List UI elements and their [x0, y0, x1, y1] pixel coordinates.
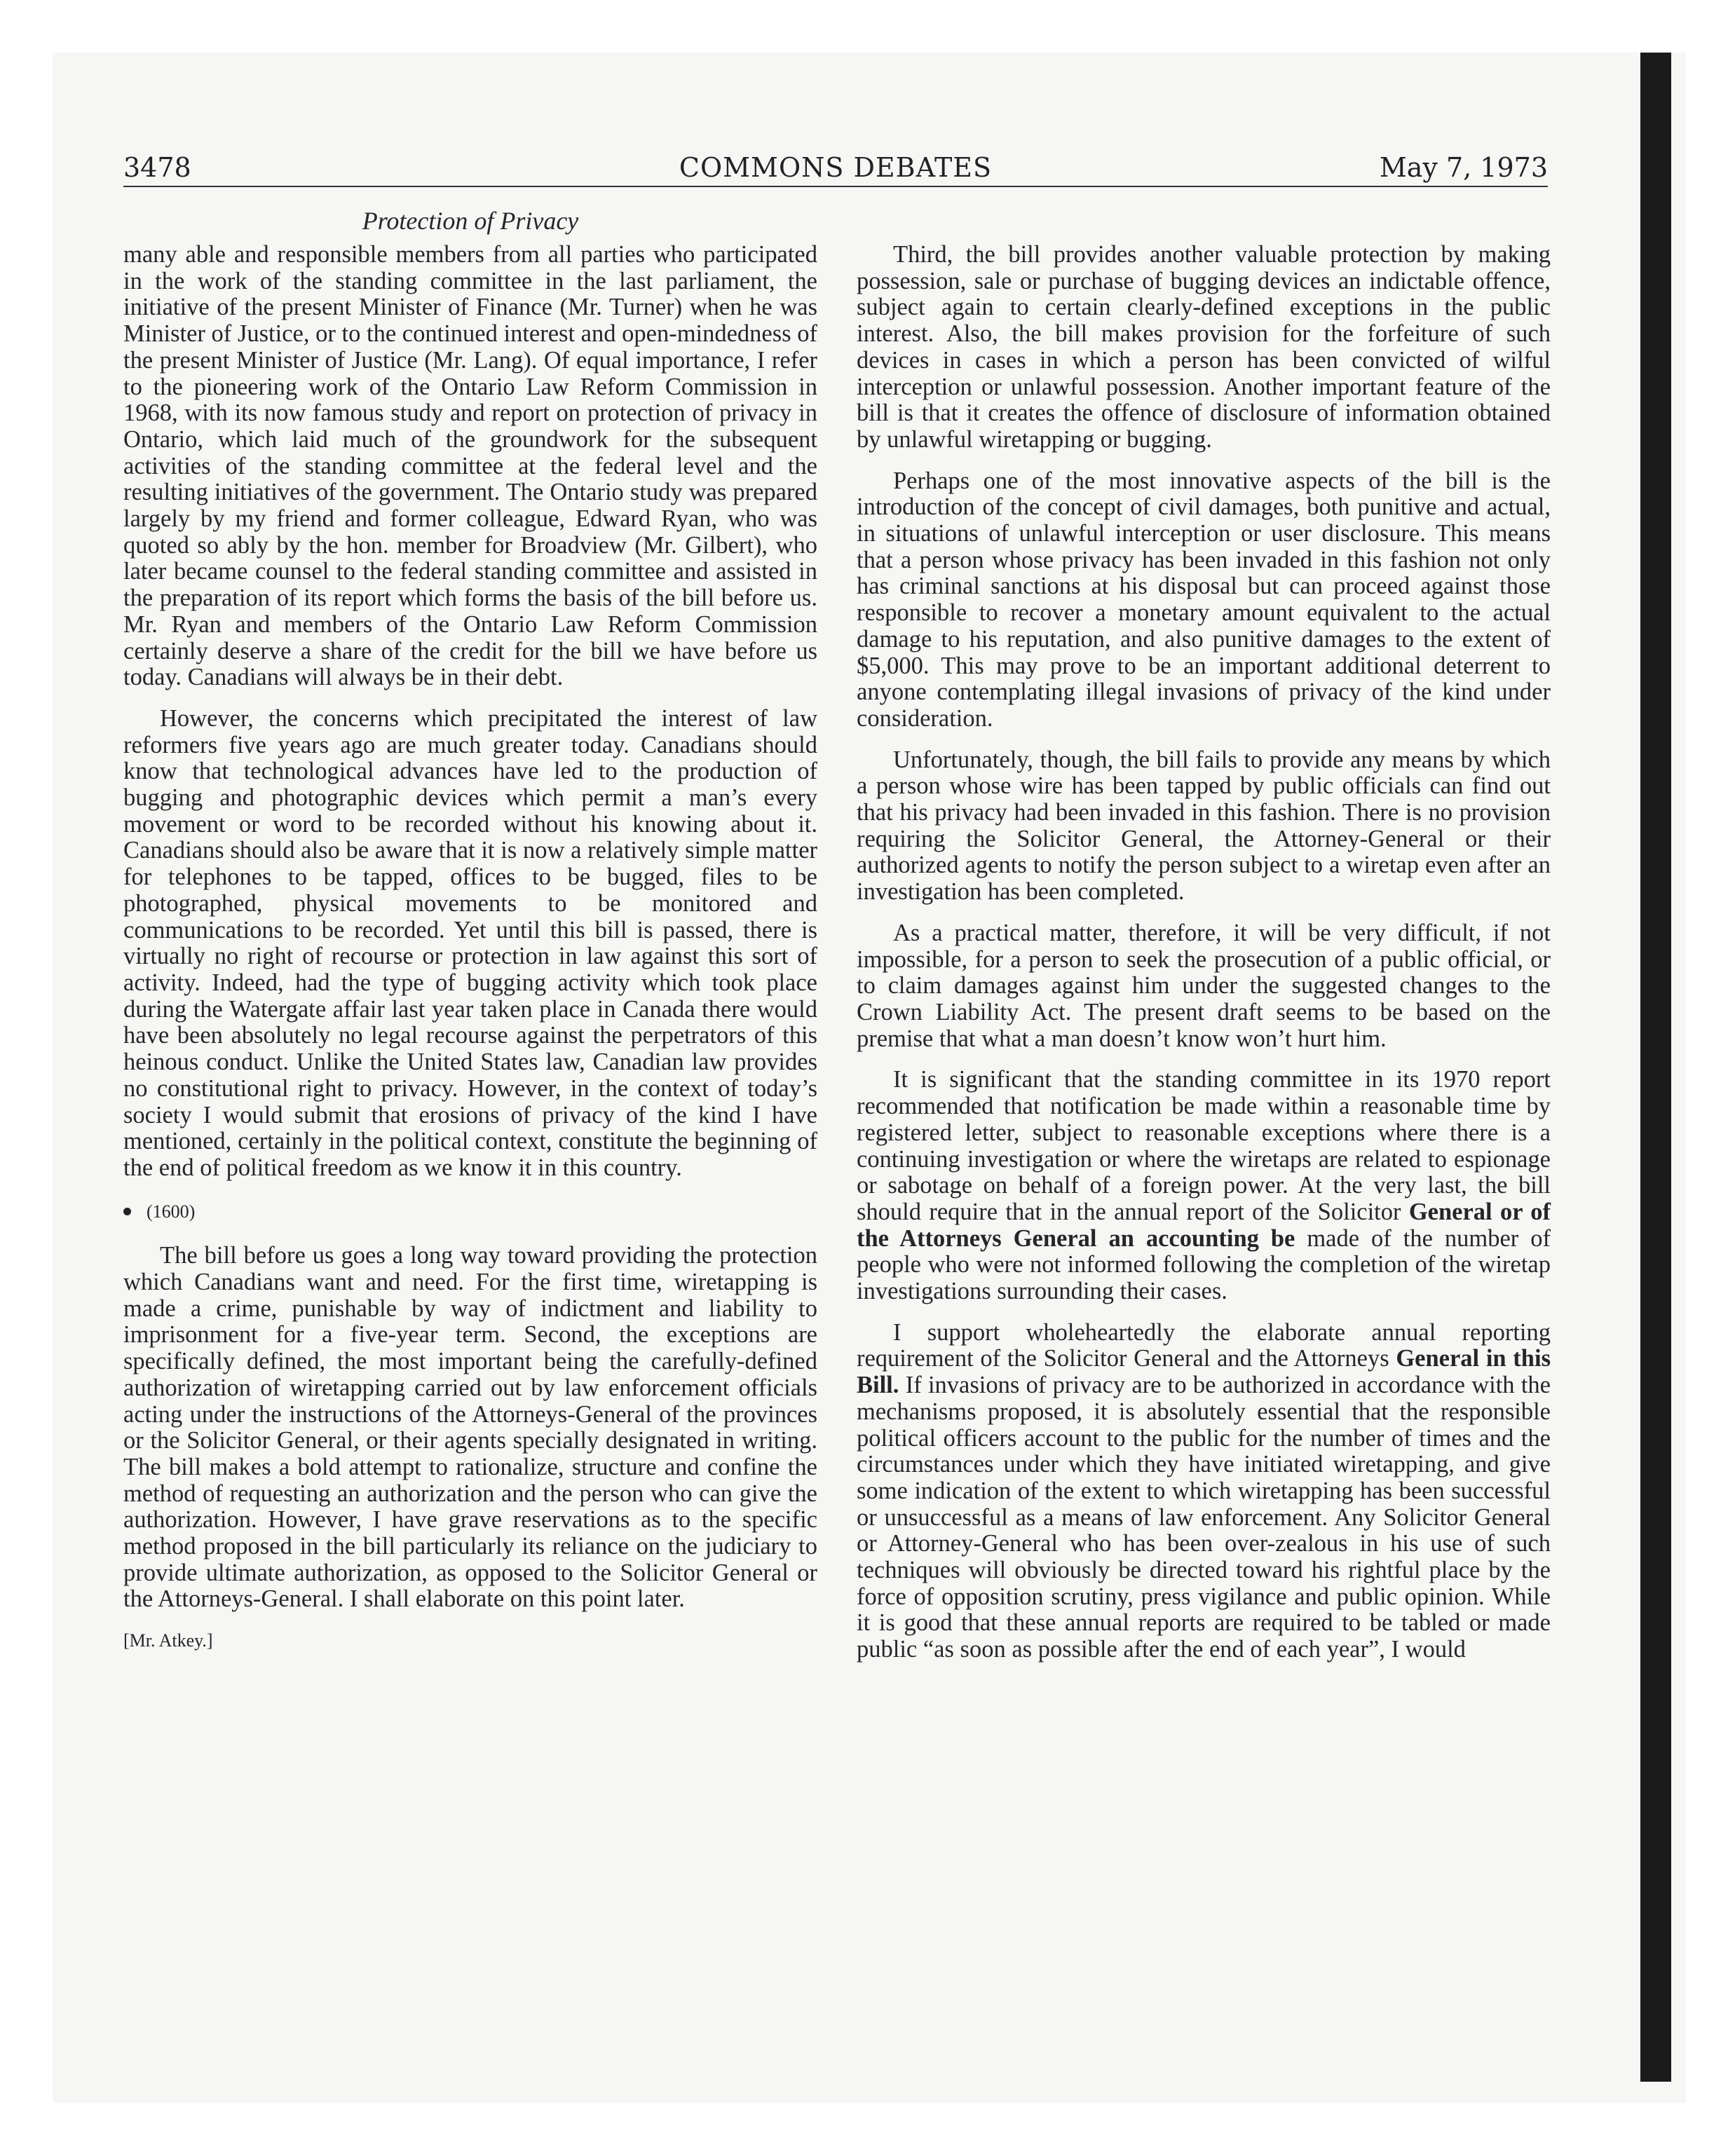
paragraph-text: made of the number of people who were not informed following the completion of the wiretap investigations surrounding their cases.: [857, 1224, 1551, 1305]
paragraph: Third, the bill provides another valuable protection by making possession, sale or purchase of bugging devices an indictable offence, subject again to certain clearly-defined exceptions in the public interest. Also, the bill makes provision for the forfeiture of such devices in cases in which a person has been convicted of wilful interception or unlawful possession. Another important feature of the bill is that it creates the offence of disclosure of information obtained by unlawful wiretapping or bugging.: [857, 241, 1551, 453]
publication-date: May 7, 1973: [1379, 152, 1548, 183]
paragraph: [857, 1320, 1551, 1663]
paragraph: However, the concerns which precipitated the interest of law reformers five years ago are much greater today. Canadians should know that technological advances have led to the production of bugging and photographic devices which permit a man’s every movement or word to be recorded without his knowing about it. Canadians should also be aware that it is now a relatively simple matter for telephones to be tapped, offices to be bugged, files to be photographed, physical movements to be monitored and communications to be recorded. Yet until this bill is passed, there is virtually no right of recourse or protection in law against this sort of activity. Indeed, had the type of bugging activity which took place during the Watergate affair last year taken place in Canada there would have been absolutely no legal recourse against the perpetrators of this heinous conduct. Unlike the United States law, Canadian law provides no constitutional right to privacy. However, in the context of today’s society I would submit that erosions of privacy of the kind I have mentioned, certainly in the political context, constitute the beginning of the end of political freedom as we know it in this country.: [123, 704, 817, 1181]
time-marker-label: (1600): [147, 1201, 196, 1222]
emphasized-text: General in this Bill.: [857, 1345, 1551, 1399]
paragraph: The bill before us goes a long way toward providing the protection which Canadians want and need. For the first time, wiretapping is made a crime, punishable by way of indictment and liability to imprisonment for a five-year term. Second, the exceptions are specifically defined, the most important being the carefully-defined authorization of wiretapping carried out by law enforcement officials acting under the instructions of the Attorneys-General of the provinces or the Solicitor General, or their agents specially designated in writing. The bill makes a bold attempt to rationalize, structure and confine the method of requesting an authorization and the person who can give the authorization. However, I have grave reservations as to the specific method proposed in the bill particularly its reliance on the judiciary to provide ultimate authorization, as opposed to the Solicitor General or the Attorneys-General. I shall elaborate on this point later.: [123, 1242, 817, 1613]
publication-title: COMMONS DEBATES: [679, 152, 993, 183]
section-subhead: Protection of Privacy: [362, 207, 579, 235]
paragraph: As a practical matter, therefore, it will be very difficult, if not impossible, for a person to seek the prosecution of a public official, or to claim damages against him under the suggested changes to the Crown Liability Act. The present draft seems to be based on the premise that what a man doesn’t know won’t hurt him.: [857, 919, 1551, 1052]
paragraph: many able and responsible members from all parties who participated in the work of the standing committee in the last parliament, the initiative of the present Minister of Finance (Mr. Turner) when he was Minister of Justice, or to the continued interest and open-mindedness of the present Minister of Justice (Mr. Lang). Of equal importance, I refer to the pioneering work of the Ontario Law Reform Commission in 1968, with its now famous study and report on protection of privacy in Ontario, which laid much of the groundwork for the subsequent activities of the standing committee at the federal level and the resulting initiatives of the government. The Ontario study was prepared largely by my friend and former colleague, Edward Ryan, who was quoted so ably by the hon. member for Broadview (Mr. Gilbert), who later became counsel to the federal standing committee and assisted in the preparation of its report which forms the basis of the bill before us. Mr. Ryan and members of the Ontario Law Reform Commission certainly deserve a share of the credit for the bill we have before us today. Canadians will always be in their debt.: [123, 241, 817, 691]
paragraph-text: If invasions of privacy are to be authorized in accordance with the mechanisms proposed, it is absolutely essential that the responsible political officers account to the public for the number of times and the circumstances under which they have initiated wiretapping, and give some indication of the extent to which wiretapping has been successful or unsuccessful as a means of law enforcement. Any Solicitor General or Attorney-General who has been over-zealous in his use of such techniques will obviously be directed toward his rightful place by the force of opposition scrutiny, press vigilance and public opinion. While it is good that these annual reports are required to be tabled or made public “as soon as possible after the end of each year”, I would: [857, 1372, 1551, 1663]
paragraph-text: It is significant that the standing committee in its 1970 report recommended that notification be made within a reasonable time by registered letter, subject to reasonable exceptions where there is a continuing investigation or where the wiretaps are related to espionage or sabotage on behalf of a foreign power. At the very last, the bill should require that in the annual report of the Solicitor: [857, 1066, 1551, 1225]
time-marker: [123, 1199, 817, 1225]
page-number: 3478: [123, 152, 191, 183]
paragraph-text: I support wholeheartedly the elaborate annual reporting requirement of the Solicitor General and the Attorneys: [857, 1318, 1551, 1372]
left-column: [123, 242, 817, 1654]
speaker-attribution: [Mr. Atkey.]: [123, 1630, 213, 1651]
paragraph: Unfortunately, though, the bill fails to provide any means by which a person whose wire has been tapped by public officials can find out that his privacy had been invaded in this fashion. There is no provision requiring the Solicitor General, the Attorney-General or their authorized agents to notify the person subject to a wiretap even after an investigation has been completed.: [857, 746, 1551, 906]
page-header: [123, 144, 1548, 187]
paragraph: Perhaps one of the most innovative aspects of the bill is the introduction of the concept of civil damages, both punitive and actual, in situations of unlawful interception or user disclosure. This means that a person whose privacy has been invaded in this fashion not only has criminal sanctions at his disposal but can proceed against those responsible to recover a monetary amount equivalent to the actual damage to his reputation, and also punitive damages to the extent of $5,000. This may prove to be an important additional deterrent to anyone contemplating illegal invasions of privacy of the kind under consideration.: [857, 467, 1551, 732]
binding-edge: [1640, 53, 1671, 2082]
bullet-icon: [123, 1208, 131, 1215]
emphasized-text: General or of the Attorneys General an accounting be: [857, 1198, 1551, 1252]
right-column: [857, 242, 1551, 1678]
paragraph: [857, 1067, 1551, 1304]
